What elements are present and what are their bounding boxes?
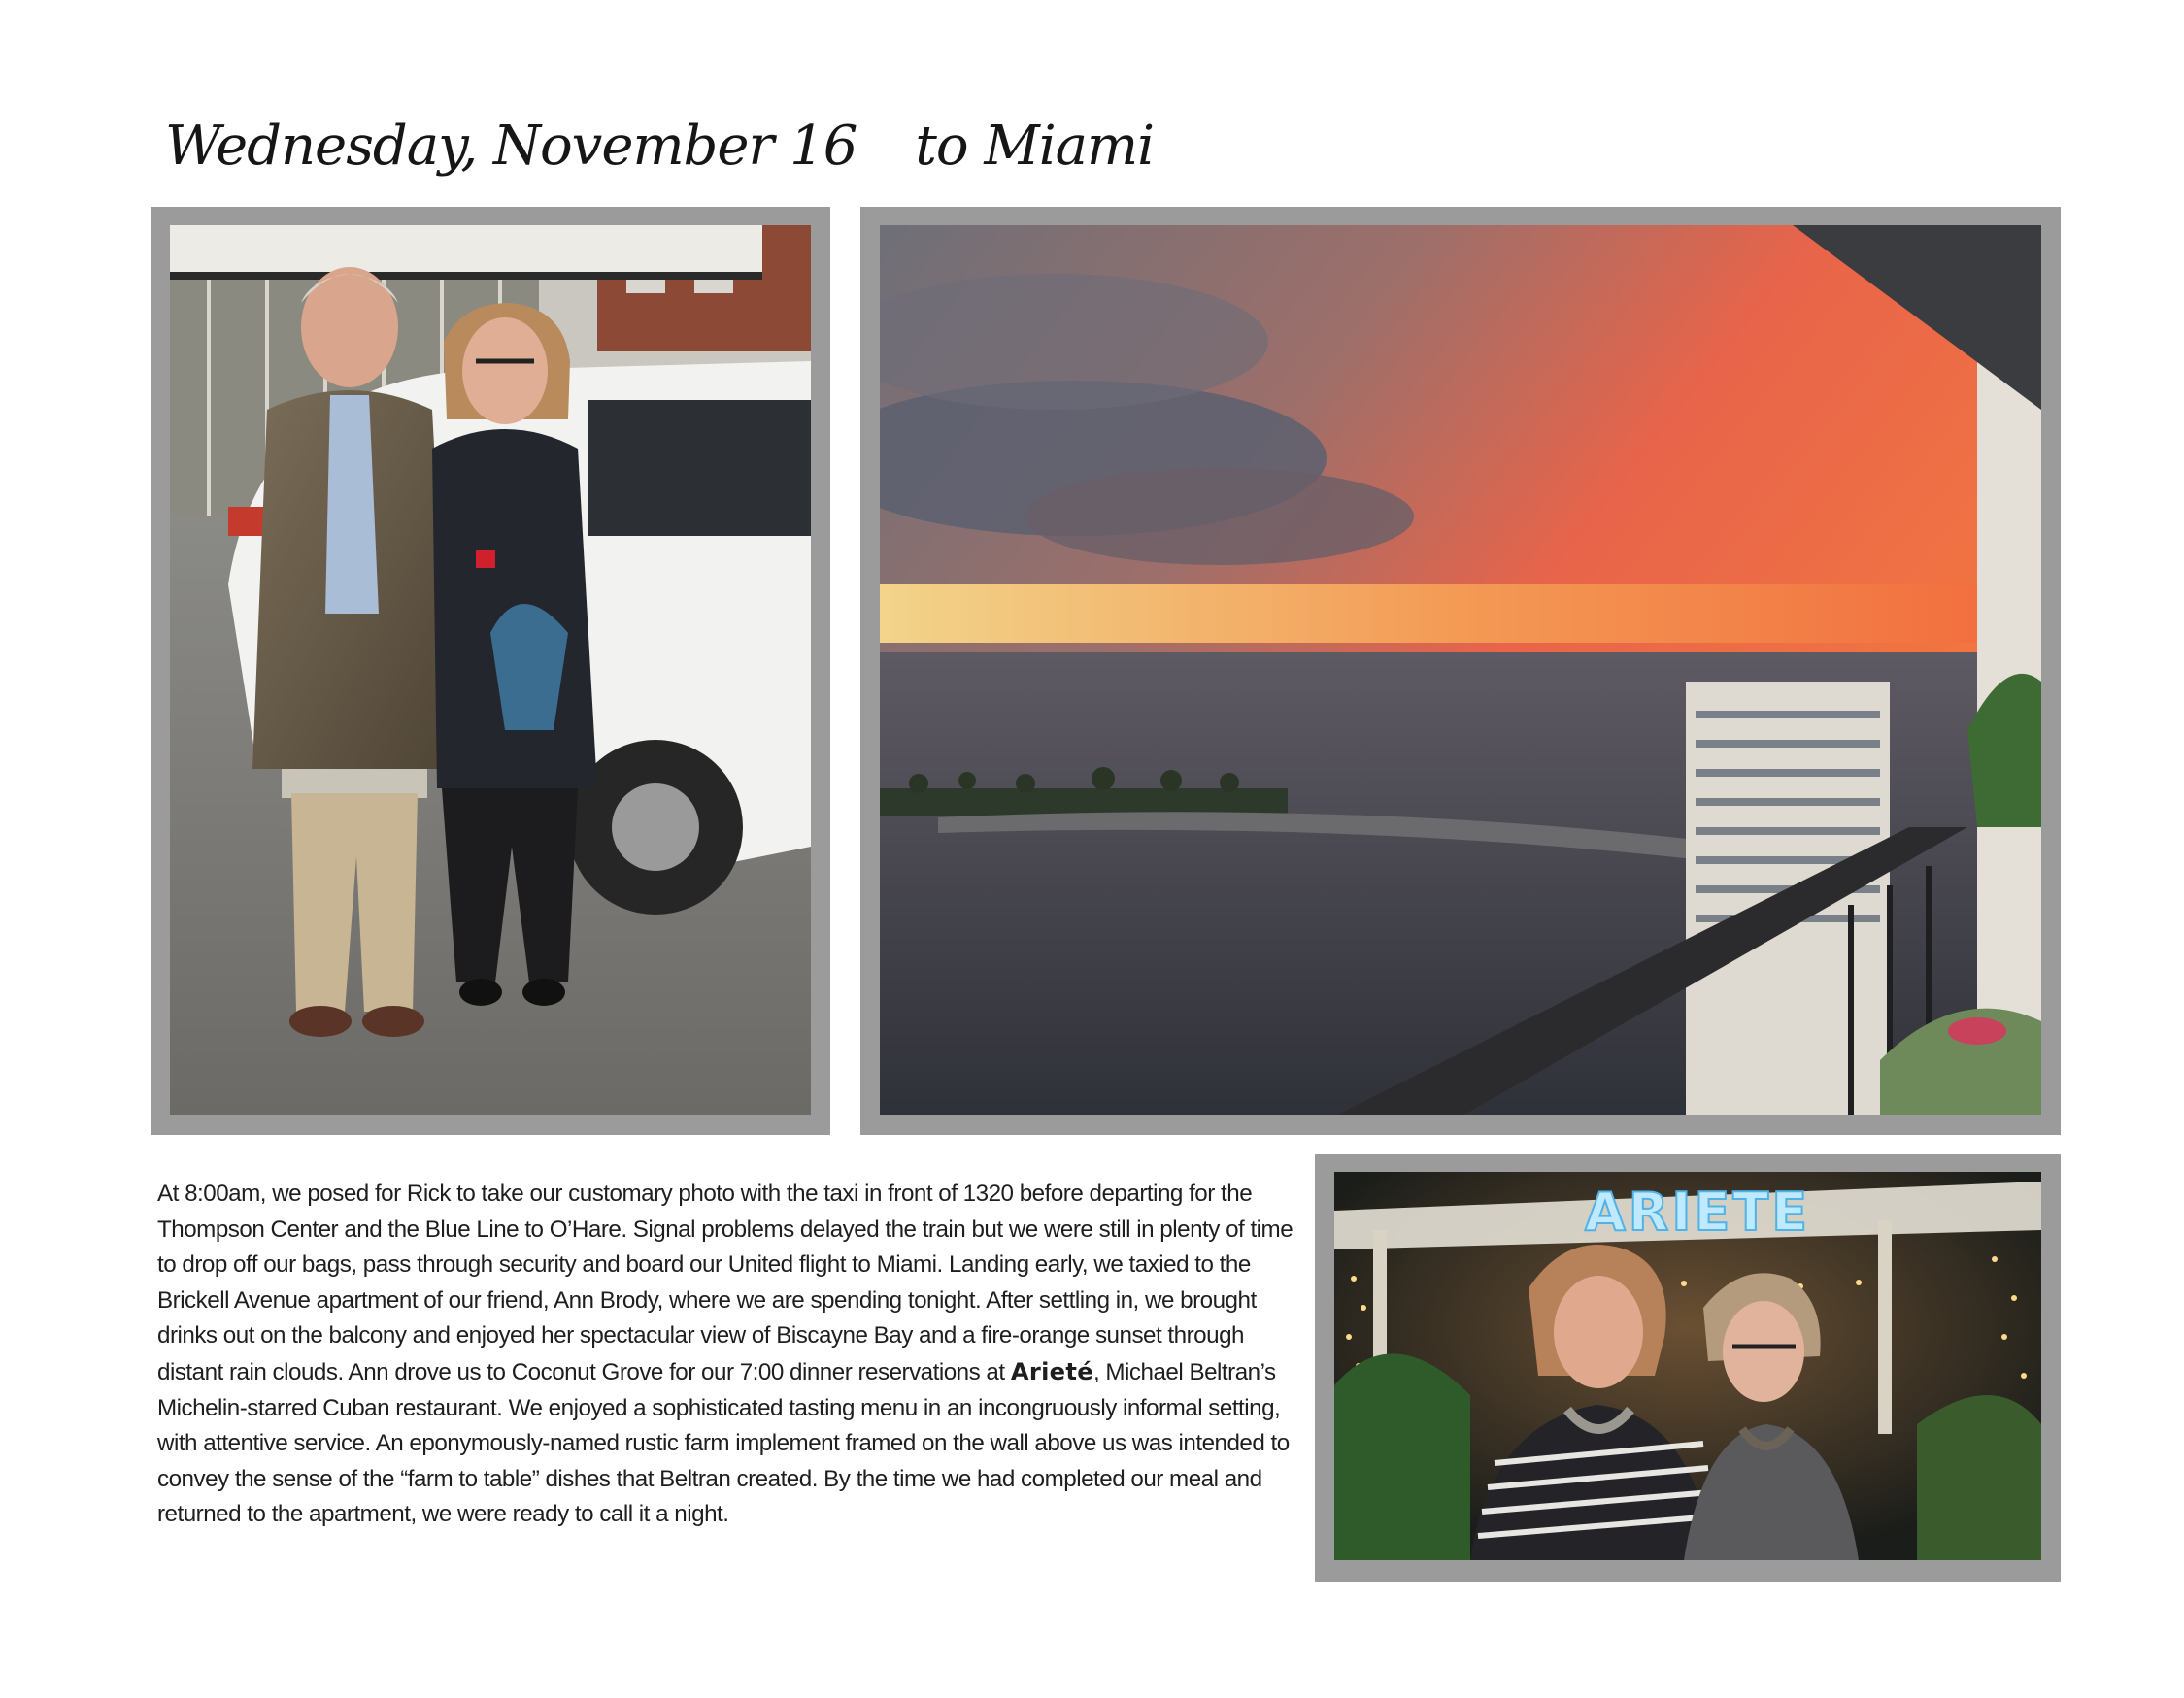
photo-sunset-biscayne-bay[interactable] <box>880 225 2041 1115</box>
photo-couple-taxi[interactable] <box>170 225 811 1115</box>
restaurant-name: Arieté <box>1010 1357 1093 1385</box>
caption-part-2: , Michael Beltran’s Michelin-starred Cuban restaurant. We enjoyed a sophisticated tasting menu in an incongruously informal setting, with attentive service. An eponymously-named rustic farm implement framed on the wall above us was intended to convey the sense of the “farm to table” dishes that Beltran created. By the time we had completed our meal and returned to the apartment, we were ready to call it a night. <box>157 1358 1290 1528</box>
caption-text <box>157 1177 1303 1533</box>
caption-part-1: At 8:00am, we posed for Rick to take our customary photo with the taxi in front of 1320 before departing for the Thompson Center and the Blue Line to O’Hare. Signal problems delayed the train but we were still in plenty of time to drop off our bags, pass through security and board our United flight to Miami. Landing early, we taxied to the Brickell Avenue apartment of our friend, Ann Brody, where we are spending tonight. After settling in, we brought drinks out on the balcony and enjoyed her spectacular view of Biscayne Bay and a fire-orange sunset through distant rain clouds. Ann drove us to Coconut Grove for our 7:00 dinner reservations at <box>157 1181 1294 1385</box>
title-date: Wednesday, November 16 <box>165 115 857 178</box>
photo-ariete-restaurant[interactable] <box>1334 1172 2041 1560</box>
ariete-neon-sign: ARIETE <box>1585 1182 1811 1243</box>
title-destination: to Miami <box>915 115 1155 178</box>
page-title <box>165 115 1154 178</box>
